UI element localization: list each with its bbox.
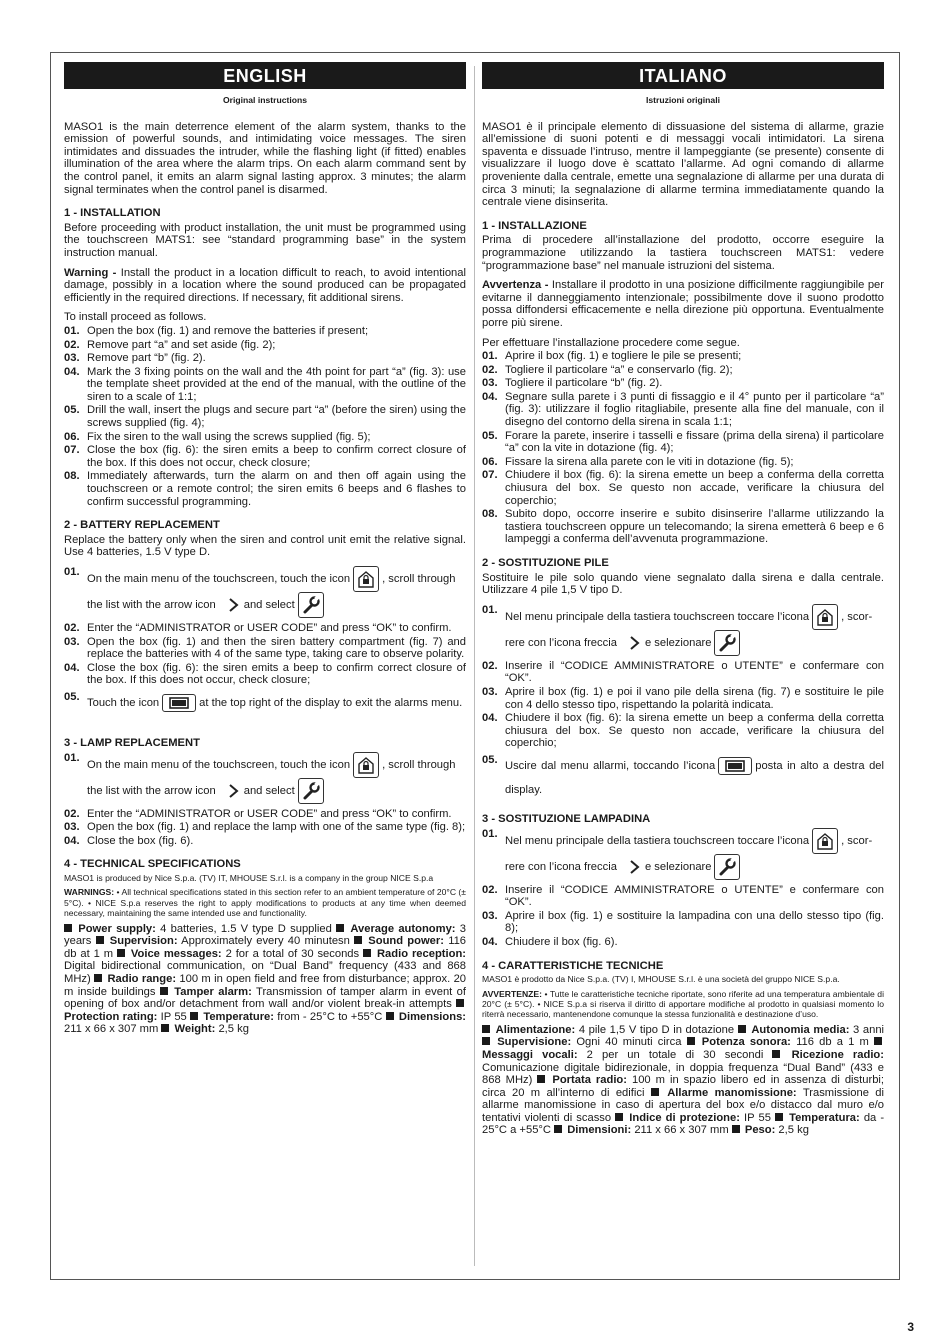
language-header: ENGLISH — [64, 62, 466, 89]
step-text: Togliere il particolare “a” e conservarlo (fig. 2); — [505, 363, 733, 376]
lock-icon — [812, 828, 838, 854]
square-bullet-icon — [161, 1024, 169, 1032]
spec-label: Weight: — [174, 1023, 216, 1036]
square-bullet-icon — [775, 1113, 783, 1121]
warning-text: Install the product in a location difficult to reach, to avoid intentional damage, possibly in a location where the sound produced can be propagated efficiently in the required directions. If necessary, fit additional sirens. — [64, 266, 466, 304]
square-bullet-icon — [94, 974, 102, 982]
subtitle: Istruzioni originali — [645, 95, 720, 105]
section-battery-title: 2 - SOSTITUZIONE PILE — [482, 557, 609, 569]
spec-value: Comunicazione digitale bidirezionale, in doppia frequenza “Dual Band” (433 e 868 MHz) — [482, 1061, 884, 1087]
lamp-steps — [64, 808, 466, 848]
step-text: Chiudere il box (fig. 6): la sirena emette un beep a conferma della corretta chiusura del box. Se questo non accade, verificare la chiusura del coperchio; — [505, 469, 884, 507]
list-item — [64, 835, 466, 848]
italian-column — [482, 62, 884, 1144]
spec-label: Potenza sonora: — [701, 1036, 791, 1049]
warning-label: Warning - — [64, 266, 117, 279]
list-item — [64, 662, 466, 687]
battery-steps — [64, 622, 466, 687]
wrench-icon — [298, 778, 324, 804]
section-installation-title: 1 - INSTALLATION — [64, 207, 161, 220]
lamp-steps — [482, 884, 884, 949]
spec-value: 4 batteries, 1.5 V type D supplied — [155, 922, 332, 935]
section-specs-title: 4 - CARATTERISTICHE TECNICHE — [482, 959, 664, 972]
list-item — [482, 508, 884, 546]
step-number: 04. — [64, 365, 80, 378]
step-text-part: at the top right of the display to exit the alarms menu. — [199, 696, 463, 709]
step-text-part: and select — [243, 784, 295, 797]
warnings-text: • All technical specifications stated in this section refer to an ambient temperature of 20°C (± 5°C). • NICE S.p.a reserves the right to apply modifications to products at any time when deemed necessary, maintaining the same intended use and functionality. — [64, 887, 466, 919]
installation-warning — [64, 267, 466, 305]
list-item — [64, 566, 466, 618]
step-number: 02. — [64, 338, 80, 351]
list-item — [64, 366, 466, 404]
spec-label: Peso: — [744, 1124, 776, 1137]
list-item — [482, 456, 884, 469]
list-item — [482, 604, 884, 656]
spec-label: Sound power: — [368, 935, 444, 948]
screen-exit-icon — [162, 694, 196, 712]
battery-step-01 — [64, 566, 466, 618]
spec-value: 3 anni — [849, 1023, 885, 1036]
step-text-part: On the main menu of the touchscreen, touch the icon — [87, 572, 351, 585]
spec-label: Supervisione: — [497, 1036, 572, 1049]
spec-value: da - 25°C a +55°C — [482, 1111, 885, 1137]
spec-label: Temperature: — [203, 1010, 274, 1023]
battery-step-01 — [482, 604, 884, 656]
warnings-label: WARNINGS: — [64, 887, 115, 898]
step-number: 01. — [64, 566, 80, 578]
list-item — [482, 430, 884, 455]
step-text: Inserire il “CODICE AMMINISTRATORE o UTENTE” e confermare con “OK”. — [505, 659, 884, 685]
square-bullet-icon — [687, 1037, 695, 1045]
section-battery-title: 2 - BATTERY REPLACEMENT — [64, 519, 220, 532]
step-text-part: , scroll through — [382, 758, 456, 771]
list-item — [482, 712, 884, 750]
step-text: Close the box (fig. 6): the siren emits a beep to confirm correct closure of the box. If this does not occur, check closure; — [87, 444, 466, 469]
language-header: ITALIANO — [482, 62, 884, 89]
spec-label: Portata radio: — [552, 1074, 627, 1087]
step-text: Aprire il box (fig. 1) e togliere le pile se presenti; — [505, 350, 742, 363]
step-text-part: rere con l’icona freccia — [505, 636, 617, 649]
chevron-right-icon — [226, 597, 240, 613]
list-item — [482, 364, 884, 377]
step-text-part: Touch the icon — [87, 696, 160, 709]
spec-label: Autonomia media: — [751, 1023, 850, 1036]
step-number: 03. — [64, 352, 80, 365]
step-number: 05. — [64, 690, 80, 703]
list-item — [64, 636, 466, 661]
chevron-right-icon — [627, 635, 641, 651]
list-item — [64, 691, 466, 715]
battery-paragraph: Sostituire le pile solo quando viene segnalato dalla sirena e dalla centrale. Utilizzare 4 pile 1,5 V tipo D. — [482, 571, 884, 597]
installation-warning — [482, 279, 884, 329]
step-number: 04. — [482, 935, 498, 948]
step-text-part: e selezionare — [644, 636, 712, 649]
spec-value: 116 db at 1 m — [64, 935, 467, 960]
step-text-part: posta in alto a destra del display. — [505, 759, 884, 796]
square-bullet-icon — [456, 999, 464, 1007]
battery-paragraph: Replace the battery only when the siren and control unit emit the relative signal. Use 4 batteries, 1.5 V type D. — [64, 533, 466, 559]
step-number: 05. — [482, 429, 498, 442]
square-bullet-icon — [190, 1012, 198, 1020]
step-text: Aprire il box (fig. 1) e sostituire la lampadina con una dello stesso tipo (fig. 8); — [505, 909, 884, 935]
square-bullet-icon — [117, 949, 125, 957]
list-item — [64, 404, 466, 429]
spec-label: Power supply: — [78, 922, 156, 935]
list-item — [64, 444, 466, 469]
list-item — [64, 752, 466, 804]
manufacturer-note: MASO1 è prodotto da Nice S.p.a. (TV) I, MHOUSE S.r.l. è una società del gruppo NICE S.p.a. — [482, 974, 840, 985]
square-bullet-icon — [738, 1025, 746, 1033]
step-text-part: the list with the arrow icon — [87, 784, 216, 797]
list-item — [482, 350, 884, 363]
intro-paragraph: MASO1 è il principale elemento di dissuasione del sistema di allarme, grazie all’emissione di suoni potenti e di messaggi vocali intimidatori. La sirena spaventa e dissuade l’intruso, mentre il lampeggiante (se presente) consente di visualizzare il luogo dove è scattato l’allarme. Ad ogni comando di allarme proveniente dalla centrale, emette una segnalazione di allarme per una durata di circa 3 minuti; la segnalazione di allarme termina immediatamente quando la centrale viene disinserita. — [482, 120, 884, 209]
step-number: 02. — [64, 622, 80, 634]
wrench-icon — [714, 854, 740, 880]
step-text: Togliere il particolare “b” (fig. 2). — [505, 377, 663, 390]
lock-icon — [812, 604, 838, 630]
step-number: 03. — [64, 821, 80, 834]
step-text: Close the box (fig. 6). — [87, 834, 194, 847]
step-text — [505, 604, 884, 656]
step-text-part: rere con l’icona freccia — [505, 860, 617, 873]
list-item — [64, 808, 466, 821]
step-text — [505, 754, 884, 802]
step-number: 04. — [64, 834, 80, 847]
chevron-right-icon — [226, 783, 240, 799]
section-installation-title: 1 - INSTALLAZIONE — [482, 219, 587, 232]
step-text: Subito dopo, occorre inserire e subito disinserire l’allarme utilizzando la tastiera touchscreen oppure un telecomando; la sirena emetterà 6 beep e 6 lampeggi a conferma dell’avvenuta programmazione. — [505, 508, 884, 546]
list-item — [64, 325, 466, 338]
spec-label: Dimensions: — [398, 1010, 467, 1023]
step-number: 03. — [482, 909, 498, 922]
warnings-text: • Tutte le caratteristiche tecniche riportate, sono riferite ad una temperatura ambientale di 20°C (± 5°C). • NICE S.p.a si riserva il diritto di apportare modifiche al prodotto in qualsiasi momento lo riterrà necessario, mantenendone comunque la stessa funzionalità e destinazione d’uso. — [482, 988, 884, 1020]
chevron-right-icon — [627, 859, 641, 875]
installation-steps — [482, 350, 884, 546]
specs-paragraph — [482, 1024, 884, 1137]
spec-value: 211 x 66 x 307 mm — [64, 1023, 159, 1036]
warning-label: Avvertenza - — [482, 279, 549, 292]
spec-value: 2,5 kg — [215, 1023, 249, 1036]
step-number: 07. — [482, 469, 498, 482]
warnings-note — [64, 887, 466, 918]
step-text: Remove part “b” (fig. 2). — [87, 352, 206, 365]
step-text-part: e selezionare — [644, 860, 712, 873]
spec-label: Supervision: — [109, 935, 178, 948]
step-text: Chiudere il box (fig. 6). — [505, 935, 618, 948]
spec-value: 4 pile 1,5 V tipo D in dotazione — [575, 1023, 735, 1036]
spec-value: IP 55 — [157, 1010, 187, 1023]
installation-paragraph: Before proceeding with product installation, the unit must be programmed using the touchscreen MATS1: see “standard programming base” in the system instruction manual. — [64, 221, 466, 259]
step-number: 01. — [64, 751, 80, 764]
square-bullet-icon — [336, 924, 344, 932]
list-item — [482, 660, 884, 685]
square-bullet-icon — [64, 924, 72, 932]
page-number: 3 — [907, 1320, 914, 1334]
step-text-part: Nel menu principale della tastiera touchscreen toccare l’icona — [505, 610, 810, 623]
step-text-part: , scor- — [841, 834, 873, 847]
step-text-part: , scroll through — [382, 572, 456, 585]
step-number: 03. — [482, 685, 498, 698]
installation-steps — [64, 325, 466, 508]
spec-value: Transmission of tamper alarm in event of opening of box and/or detachment from wall and/or violent break-in attempts — [64, 985, 466, 1011]
step-number: 02. — [482, 659, 498, 672]
step-number: 06. — [64, 430, 80, 443]
step-text: Open the box (fig. 1) and then the siren battery compartment (fig. 7) and replace the batteries with 4 of the same type, taking care to observe polarity. — [87, 635, 466, 661]
spec-value: Approximately every 40 minutesn — [177, 935, 350, 948]
step-text: Segnare sulla parete i 3 punti di fissaggio e il 4° punto per il particolare “a” (fig. 3): utilizzare il foglio ritagliabile, presente alla fine del manuale, con il disegno del contorno della sirena in scala 1:1; — [505, 390, 884, 429]
square-bullet-icon — [651, 1088, 659, 1096]
step-text-part: Uscire dal menu allarmi, toccando l’icona — [505, 759, 716, 772]
lock-icon — [353, 752, 379, 778]
square-bullet-icon — [363, 949, 371, 957]
intro-paragraph: MASO1 is the main deterrence element of the alarm system, thanks to the emission of powerful sounds, and intimidating voice messages. The siren intimidates and dissuades the intruder, while the flashing light (if fitted) enables illumination of the area where the alarm trips. On each alarm command sent by the control panel, it emits an alarm signal lasting approx. 3 minutes; the alarm signal terminates when the control panel is disarmed. — [64, 120, 466, 196]
list-item — [482, 910, 884, 935]
step-text-part: Nel menu principale della tastiera touchscreen toccare l’icona — [505, 834, 810, 847]
spec-label: Alimentazione: — [495, 1023, 576, 1036]
step-number: 04. — [64, 661, 80, 674]
step-text — [87, 752, 466, 804]
list-item — [482, 936, 884, 949]
step-number: 02. — [482, 883, 498, 896]
spec-label: Indice di protezione: — [629, 1111, 740, 1124]
column-divider — [474, 66, 475, 1266]
step-number: 08. — [64, 470, 80, 483]
battery-steps — [482, 660, 884, 750]
list-item — [64, 431, 466, 444]
step-text: Drill the wall, insert the plugs and secure part “a” (before the siren) using the screws supplied (fig. 4); — [87, 404, 466, 430]
step-text: Mark the 3 fixing points on the wall and the 4th point for part “a” (fig. 3): use the template sheet provided at the end of the manual, with the outline of the siren to a scale of 1:1; — [87, 365, 466, 403]
step-number: 02. — [482, 363, 498, 376]
spec-value: 3 years — [64, 922, 466, 948]
spec-label: Messaggi vocali: — [482, 1048, 578, 1061]
square-bullet-icon — [96, 936, 104, 944]
spec-label: Voice messages: — [130, 947, 222, 960]
square-bullet-icon — [554, 1125, 562, 1133]
warnings-note — [482, 989, 884, 1020]
spec-value: Ogni 40 minuti circa — [571, 1036, 682, 1049]
spec-label: Tamper alarm: — [174, 985, 252, 998]
step-text: Inserire il “CODICE AMMINISTRATORE o UTENTE” e confermare con “OK”. — [505, 883, 884, 909]
step-text: Forare la parete, inserire i tasselli e fissare (prima della sirena) il particolare “a” con la vite in dotazione (fig. 4); — [505, 429, 884, 455]
step-text: Open the box (fig. 1) and remove the batteries if present; — [87, 324, 369, 337]
step-number: 05. — [482, 753, 498, 766]
installation-intro: To install proceed as follows. — [64, 311, 207, 324]
square-bullet-icon — [354, 936, 362, 944]
specs-paragraph — [64, 923, 466, 1036]
square-bullet-icon — [386, 1012, 394, 1020]
square-bullet-icon — [732, 1125, 740, 1133]
list-item — [64, 821, 466, 834]
list-item — [64, 339, 466, 352]
spec-label: Ricezione radio: — [791, 1048, 884, 1061]
spec-value: 100 m in open field and free from disturbance; approx. 20 m inside buildings — [64, 972, 467, 998]
spec-value: 100 m in spazio libero ed in assenza di disturbi; circa 20 m all’interno di edifici — [482, 1074, 885, 1099]
installation-intro: Per effettuare l’installazione procedere come segue. — [482, 336, 740, 349]
lamp-step-01 — [64, 752, 466, 804]
step-number: 02. — [64, 807, 80, 820]
list-item — [482, 754, 884, 802]
square-bullet-icon — [482, 1037, 490, 1045]
step-number: 04. — [482, 390, 498, 403]
square-bullet-icon — [772, 1050, 780, 1058]
step-number: 03. — [482, 377, 498, 390]
step-text — [87, 566, 466, 618]
step-number: 01. — [64, 324, 80, 337]
warnings-label: AVVERTENZE: — [482, 988, 543, 999]
step-text: Aprire il box (fig. 1) e poi il vano pile della sirena (fig. 7) e sostituire le pile con 4 dello stesso tipo, rispettando la polarità indicata. — [505, 685, 884, 711]
list-item — [482, 469, 884, 507]
warning-text: Installare il prodotto in una posizione difficilmente raggiungibile per evitarne il danneggiamento intenzionale; possibilmente dove il suono prodotto possa diffondersi efficacemente e nella direzione più opportuna. Eventualmente porre più sirene. — [482, 279, 884, 329]
step-text — [87, 691, 466, 715]
step-text: Remove part “a” and set aside (fig. 2); — [87, 338, 276, 351]
step-text: Close the box (fig. 6): the siren emits a beep to confirm correct closure of the box. If this does not occur, check closure; — [87, 661, 466, 687]
list-item — [482, 377, 884, 390]
spec-value: from - 25°C to +55°C — [274, 1010, 383, 1023]
step-text-part: , scor- — [841, 610, 873, 623]
square-bullet-icon — [482, 1025, 490, 1033]
list-item — [64, 622, 466, 635]
step-number: 01. — [482, 350, 498, 363]
step-text: Fissare la sirena alla parete con le viti in dotazione (fig. 5); — [505, 455, 794, 468]
english-column — [64, 62, 466, 1043]
step-number: 04. — [482, 712, 498, 725]
step-text-part: On the main menu of the touchscreen, touch the icon — [87, 758, 351, 771]
spec-label: Radio reception: — [376, 947, 467, 960]
step-text — [505, 828, 884, 880]
list-item — [482, 391, 884, 429]
step-text: Open the box (fig. 1) and replace the lamp with one of the same type (fig. 8); — [87, 821, 466, 834]
step-number: 06. — [482, 455, 498, 468]
square-bullet-icon — [615, 1113, 623, 1121]
step-number: 01. — [482, 827, 498, 840]
step-text: Chiudere il box (fig. 6): la sirena emette un beep a conferma della corretta chiusura del box. Se questo non accade, verificare la chiusura del coperchio; — [505, 712, 884, 750]
spec-label: Temperatura: — [789, 1111, 860, 1124]
spec-value: 116 db a 1 m — [790, 1036, 869, 1049]
step-text: Immediately afterwards, turn the alarm on and then off again using the touchscreen or a remote control; the siren emits 6 beeps and 6 flashes to confirm successful programming. — [87, 470, 466, 508]
spec-value: 211 x 66 x 307 mm — [631, 1124, 729, 1137]
step-text: Fix the siren to the wall using the screws supplied (fig. 5); — [87, 430, 371, 443]
list-item — [482, 686, 884, 711]
list-item — [482, 828, 884, 880]
battery-step-05 — [64, 691, 466, 715]
step-text-part: and select — [243, 598, 295, 611]
spec-value: 2 per un totale di 30 secondi — [577, 1048, 764, 1061]
square-bullet-icon — [537, 1075, 545, 1083]
spec-value: Digital bidirectional communication, on “Dual Band” frequency (433 and 868 MHz) — [64, 960, 466, 985]
spec-value: 2 for a total of 30 seconds — [221, 947, 360, 960]
lock-icon — [353, 566, 379, 592]
square-bullet-icon — [874, 1037, 882, 1045]
list-item — [64, 352, 466, 365]
step-number: 08. — [482, 508, 498, 521]
installation-paragraph: Prima di procedere all’installazione del prodotto, occorre eseguire la programmazione utilizzando la tastiera touchscreen MATS1: vedere “programmazione base” nel manuale istruzioni del sistema. — [482, 234, 884, 272]
spec-value: Trasmissione di allarme manomissione in caso di apertura del box e/o distacco dal muro e/o tentativi violenti di scasso — [482, 1086, 885, 1124]
step-number: 01. — [482, 603, 498, 616]
section-specs-title: 4 - TECHNICAL SPECIFICATIONS — [64, 858, 241, 871]
screen-exit-icon — [718, 757, 752, 775]
step-text: Enter the “ADMINISTRATOR or USER CODE” and press “OK” to confirm. — [87, 622, 452, 634]
square-bullet-icon — [160, 987, 168, 995]
manufacturer-note: MASO1 is produced by Nice S.p.a. (TV) IT, MHOUSE S.r.l. is a company in the group NICE S.p.a — [64, 872, 434, 883]
step-number: 05. — [64, 404, 80, 417]
list-item — [482, 884, 884, 909]
spec-label: Protection rating: — [64, 1010, 158, 1023]
wrench-icon — [714, 630, 740, 656]
lamp-step-01 — [482, 828, 884, 880]
step-text-part: the list with the arrow icon — [87, 598, 216, 611]
section-lamp-title: 3 - LAMP REPLACEMENT — [64, 736, 200, 749]
step-number: 07. — [64, 444, 80, 457]
battery-step-05 — [482, 754, 884, 802]
spec-value: 2,5 kg — [775, 1124, 809, 1137]
subtitle: Original instructions — [222, 95, 308, 105]
spec-label: Allarme manomissione: — [667, 1086, 797, 1099]
step-number: 03. — [64, 635, 80, 648]
spec-label: Dimensioni: — [567, 1124, 632, 1137]
step-text: Enter the “ADMINISTRATOR or USER CODE” and press “OK” to confirm. — [87, 807, 452, 820]
wrench-icon — [298, 592, 324, 618]
spec-label: Average autonomy: — [350, 922, 456, 935]
section-lamp-title: 3 - SOSTITUZIONE LAMPADINA — [482, 812, 651, 825]
spec-label: Radio range: — [107, 972, 177, 985]
spec-value: IP 55 — [739, 1111, 771, 1124]
list-item — [64, 470, 466, 508]
